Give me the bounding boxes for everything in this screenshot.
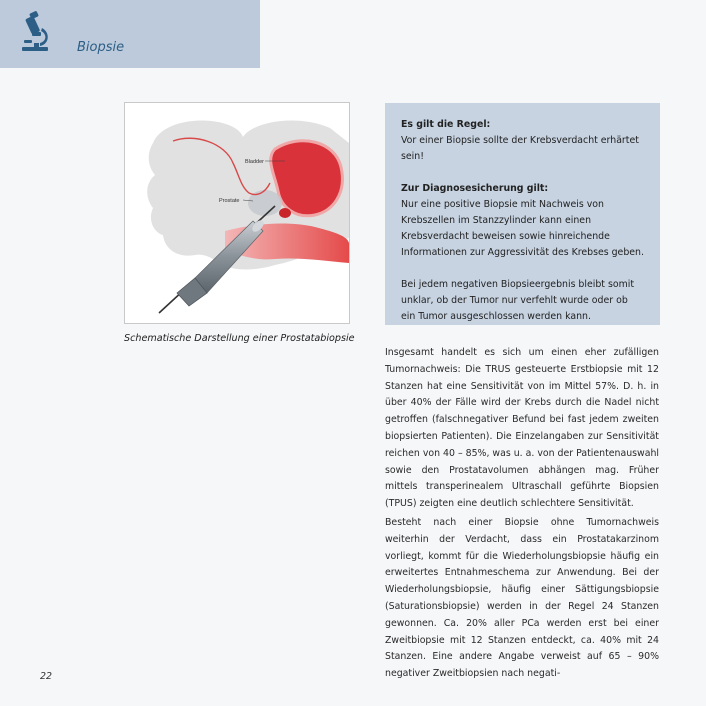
- prostate-label: Prostate: [219, 198, 240, 204]
- page-number: 22: [40, 671, 53, 682]
- header-band: [0, 0, 260, 68]
- negative-result-text: Bei jedem negativen Biopsieergebnis bleibt somit unklar, ob der Tumor nur verfehlt wurde oder ob ein Tumor ausgeschlossen werden kann.: [401, 279, 634, 322]
- body-paragraph-1: Insgesamt handelt es sich um einen eher zufälligen Tumornachweis: Die TRUS gesteuerte Erstbiopsie mit 12 Stanzen hat eine Sensitivität von im Mittel 57%. D. h. in über 40% der Fälle wird der Krebs durch die Nadel nicht getroffen (falschnegativer Befund bei fast jedem zweiten biopsierten Patienten). Die Einzelangaben zur Sensitivität reichen von 40 – 85%, was u. a. von der Patientenauswahl sowie den Prostatavolumen abhängen mag. Früher mittels transperinealem Ultraschall geführte Biopsien (TPUS) zeigten eine deutlich schlechtere Sensitivität.: [385, 347, 659, 510]
- figure-caption: Schematische Darstellung einer Prostatabiopsie: [124, 333, 355, 344]
- biopsy-illustration: [124, 102, 350, 324]
- info-box: [385, 103, 660, 325]
- diagnosis-heading: Zur Diagnosesicherung gilt:: [401, 183, 549, 194]
- page-section-title: Biopsie: [77, 40, 125, 55]
- rule-text: Vor einer Biopsie sollte der Krebsverdacht erhärtet sein!: [401, 135, 639, 162]
- rule-heading: Es gilt die Regel:: [401, 119, 491, 130]
- microscope-icon: [18, 10, 52, 56]
- diagnosis-text: Nur eine positive Biopsie mit Nachweis von Krebszellen im Stanzzylinder kann einen Krebsverdacht beweisen sowie hinreichende Informationen zur Aggressivität des Krebses geben.: [401, 199, 644, 258]
- body-paragraph-2: Besteht nach einer Biopsie ohne Tumornachweis weiterhin der Verdacht, dass ein Prostatakarzinom vorliegt, kommt für die Wiederholungsbiopsie häufig ein erweitertes Entnahmeschema zur Anwendung. Bei der Wiederholungsbiopsie, häufig einer Sättigungsbiopsie (Saturationsbiopsie) werden in der Regel 24 Stanzen gewonnen. Ca. 20% aller PCa werden erst bei einer Zweitbiopsie mit 12 Stanzen entdeckt, ca. 40% mit 24 Stanzen. Eine andere Angabe verweist auf 65 – 90% negativer Zweitbiopsien nach negati-: [385, 517, 659, 680]
- bladder-label: Bladder: [245, 159, 264, 165]
- tumor-shape: [279, 208, 291, 218]
- prostate-biopsy-diagram: [125, 103, 349, 323]
